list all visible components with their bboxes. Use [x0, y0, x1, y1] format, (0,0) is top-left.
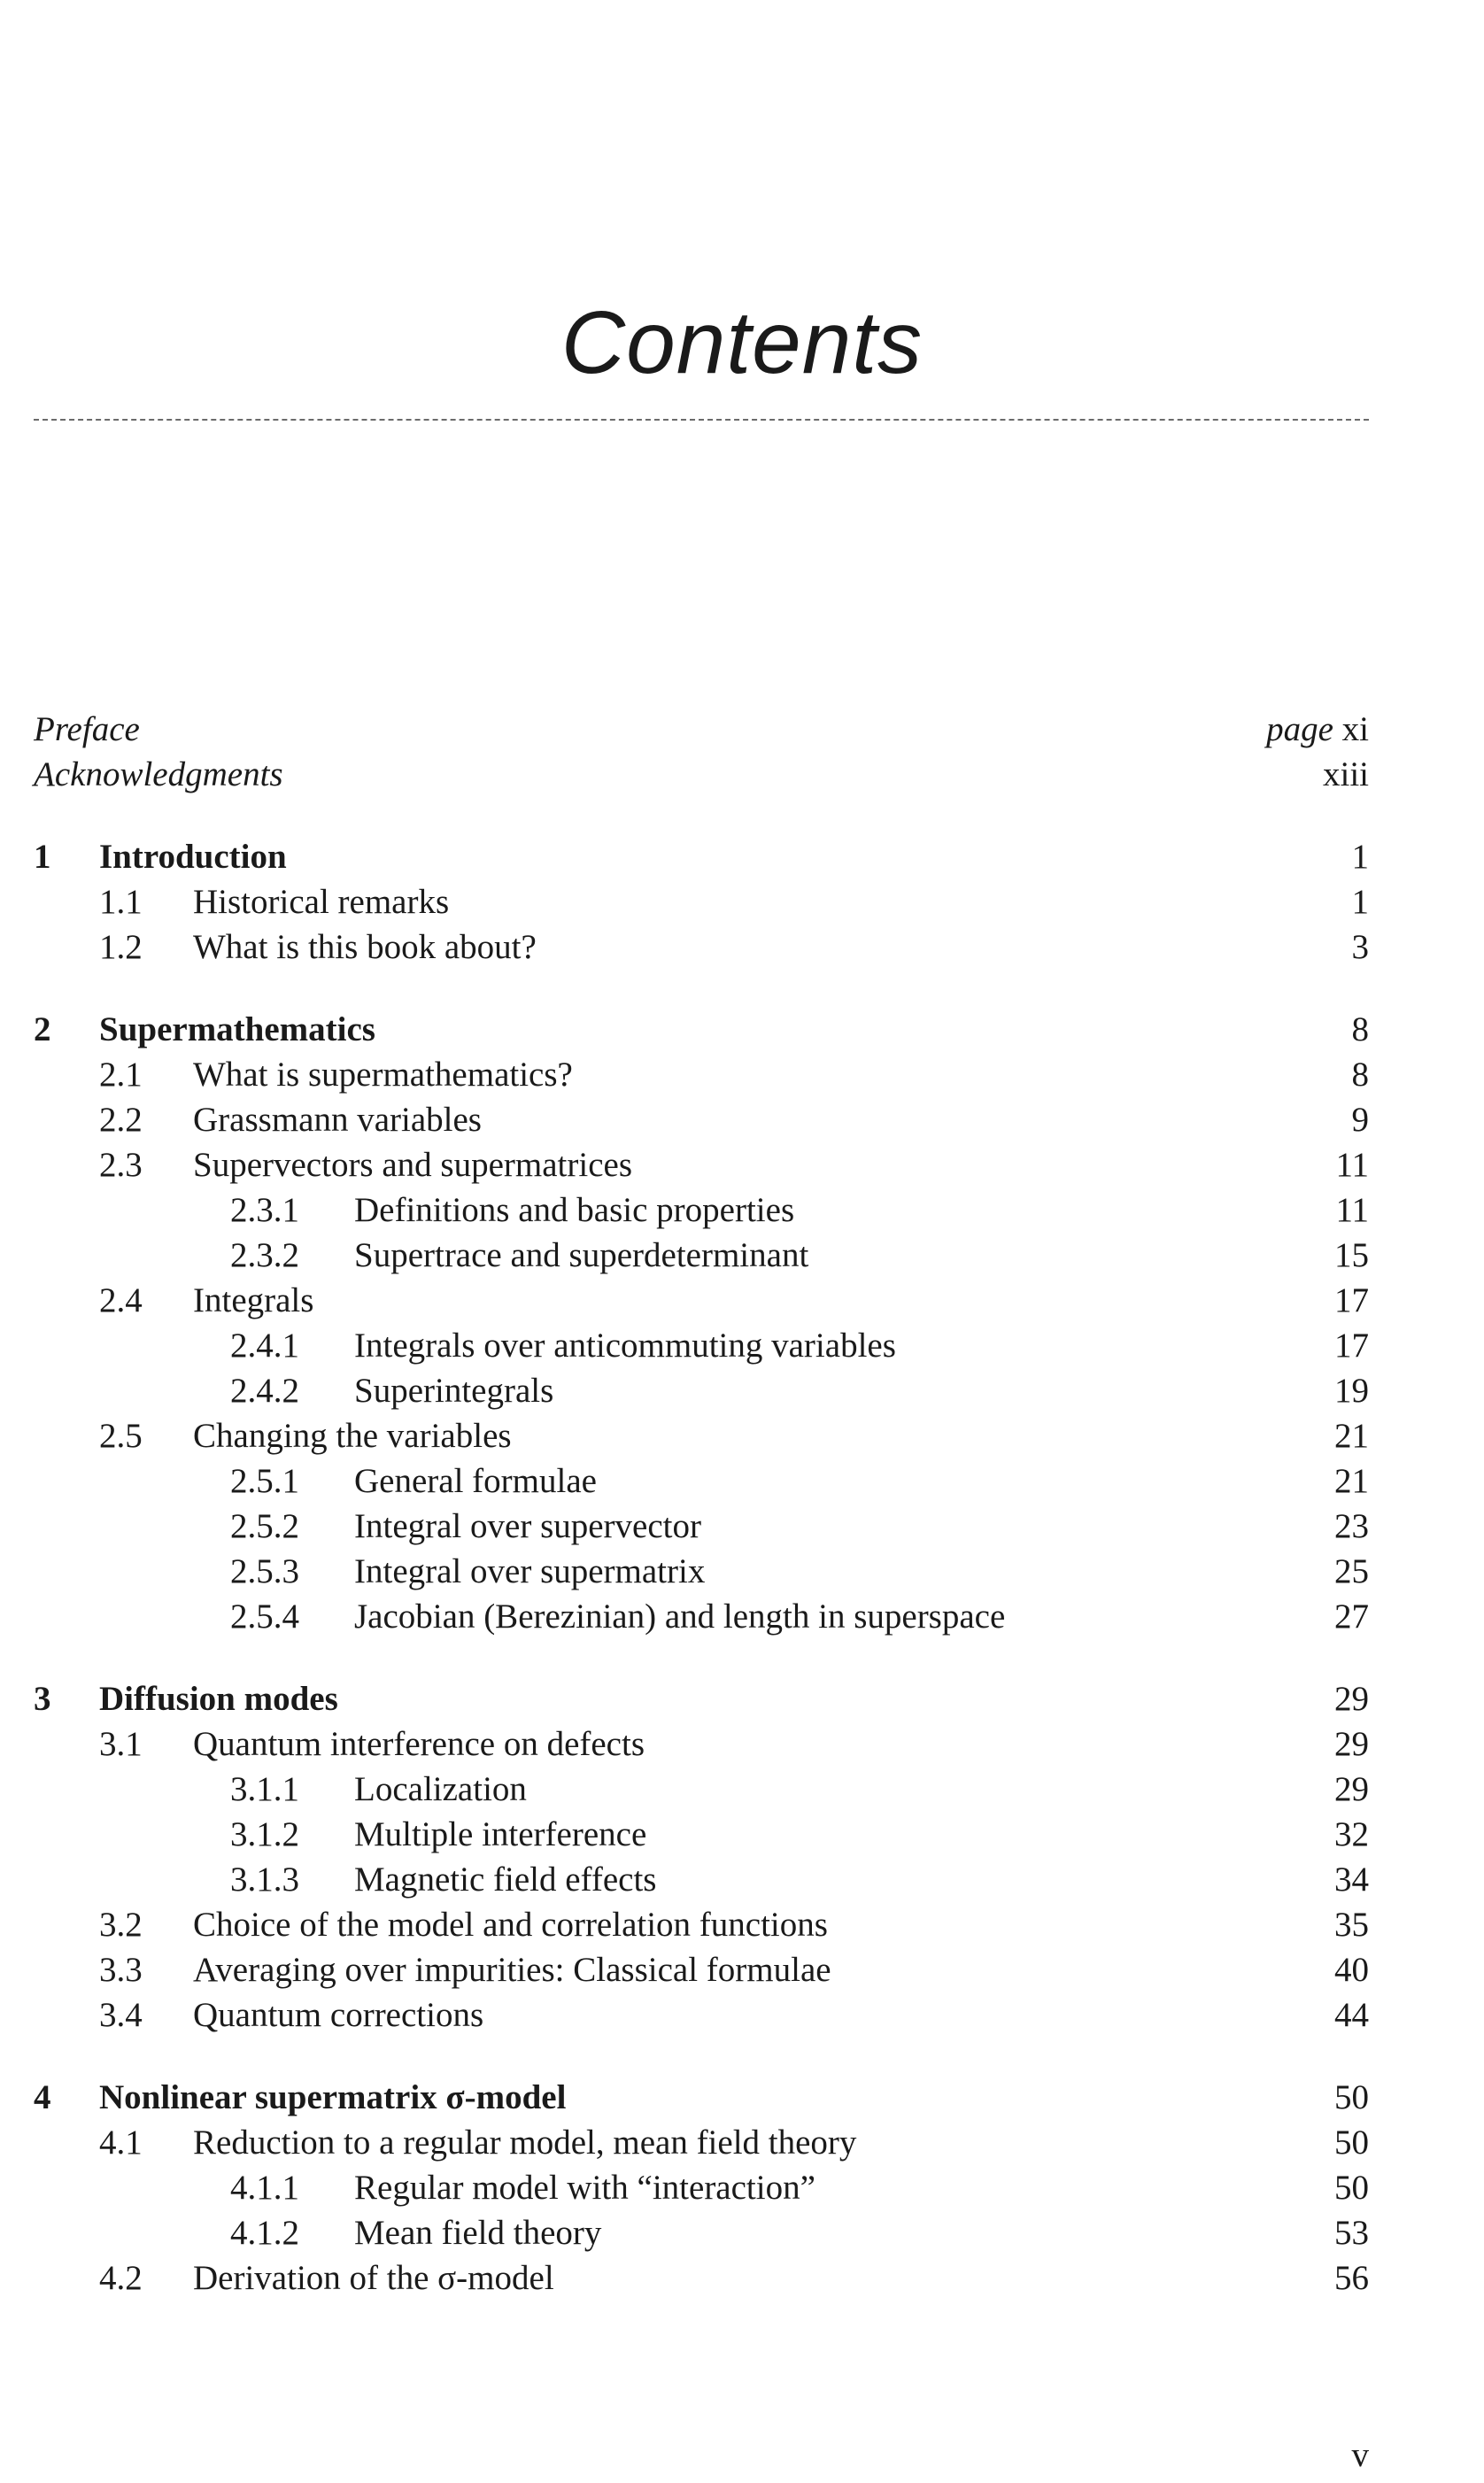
subsection-title: Integral over supervector — [354, 1507, 701, 1545]
chapter-number: 3 — [34, 1680, 51, 1718]
toc-section[interactable] — [34, 924, 1369, 970]
page-number: 21 — [1334, 1417, 1369, 1455]
section-title: Changing the variables — [193, 1417, 512, 1455]
page-number: xi — [1341, 710, 1369, 748]
section-number: 3.4 — [99, 1996, 143, 2034]
toc-section[interactable] — [34, 1097, 1369, 1142]
page-number: 11 — [1335, 1191, 1369, 1229]
subsection-number: 3.1.3 — [230, 1860, 299, 1899]
page-number: 40 — [1334, 1951, 1369, 1989]
toc-section[interactable] — [34, 2255, 1369, 2301]
toc-subsection[interactable] — [34, 1323, 1369, 1368]
section-number: 4.1 — [99, 2123, 143, 2162]
page-folio: v — [1351, 2436, 1369, 2474]
toc-subsection[interactable] — [34, 2165, 1369, 2210]
section-title: What is this book about? — [193, 928, 537, 966]
page-number: 8 — [1351, 1056, 1369, 1094]
toc-section[interactable] — [34, 1721, 1369, 1767]
page-number: 9 — [1351, 1101, 1369, 1139]
toc-section[interactable] — [34, 1947, 1369, 1992]
subsection-number: 2.5.4 — [230, 1597, 299, 1636]
section-title: Integrals — [193, 1281, 314, 1319]
page-number: 29 — [1334, 1680, 1369, 1718]
page-number: 19 — [1334, 1372, 1369, 1410]
subsection-number: 3.1.2 — [230, 1815, 299, 1853]
toc-section[interactable] — [34, 1278, 1369, 1323]
chapter-title: Supermathematics — [99, 1010, 375, 1048]
page-number: 25 — [1334, 1552, 1369, 1590]
page-number: 3 — [1351, 928, 1369, 966]
page-number: 1 — [1351, 883, 1369, 921]
section-title: Historical remarks — [193, 883, 450, 921]
section-number: 3.1 — [99, 1725, 143, 1763]
page-number: 53 — [1334, 2214, 1369, 2252]
section-number: 2.5 — [99, 1417, 143, 1455]
section-number: 2.4 — [99, 1281, 143, 1319]
page-number: 21 — [1334, 1462, 1369, 1500]
toc-subsection[interactable] — [34, 1812, 1369, 1857]
subsection-title: Jacobian (Berezinian) and length in superspace — [354, 1597, 1006, 1636]
toc-chapter[interactable] — [34, 2075, 1369, 2120]
toc-front-acknowledgments[interactable] — [34, 752, 1369, 797]
subsection-number: 4.1.1 — [230, 2169, 299, 2207]
section-number: 4.2 — [99, 2259, 143, 2297]
page-number: 50 — [1334, 2123, 1369, 2162]
section-number: 1.2 — [99, 928, 143, 966]
page-number: 23 — [1334, 1507, 1369, 1545]
page-number: 17 — [1334, 1327, 1369, 1365]
chapter-title: Introduction — [99, 838, 287, 876]
page-number: 29 — [1334, 1725, 1369, 1763]
toc-subsection[interactable] — [34, 1458, 1369, 1504]
section-title: Quantum corrections — [193, 1996, 484, 2034]
subsection-number: 2.4.1 — [230, 1327, 299, 1365]
page-number: xiii — [1322, 755, 1369, 793]
title-rule — [34, 419, 1369, 421]
toc-subsection[interactable] — [34, 1549, 1369, 1594]
toc-chapter[interactable] — [34, 1007, 1369, 1052]
toc-section[interactable] — [34, 1142, 1369, 1187]
page-number: 17 — [1334, 1281, 1369, 1319]
toc-chapter[interactable] — [34, 1676, 1369, 1721]
page-number: 11 — [1335, 1146, 1369, 1184]
section-title: Quantum interference on defects — [193, 1725, 645, 1763]
section-number: 2.2 — [99, 1101, 143, 1139]
subsection-title: Localization — [354, 1770, 527, 1808]
toc-subsection[interactable] — [34, 1233, 1369, 1278]
page-number: 34 — [1334, 1860, 1369, 1899]
subsection-title: Integral over supermatrix — [354, 1552, 706, 1590]
toc-section[interactable] — [34, 879, 1369, 924]
page-number: 50 — [1334, 2078, 1369, 2116]
subsection-number: 2.3.1 — [230, 1191, 299, 1229]
section-number: 3.2 — [99, 1906, 143, 1944]
toc-subsection[interactable] — [34, 1767, 1369, 1812]
toc-section[interactable] — [34, 1413, 1369, 1458]
page-number: 8 — [1351, 1010, 1369, 1048]
toc-front-title: Acknowledgments — [34, 755, 283, 793]
subsection-number: 4.1.2 — [230, 2214, 299, 2252]
subsection-number: 3.1.1 — [230, 1770, 299, 1808]
subsection-number: 2.5.1 — [230, 1462, 299, 1500]
page-number: 32 — [1334, 1815, 1369, 1853]
section-number: 2.3 — [99, 1146, 143, 1184]
subsection-number: 2.4.2 — [230, 1372, 299, 1410]
section-title: Reduction to a regular model, mean field theory — [193, 2123, 857, 2162]
subsection-title: Superintegrals — [354, 1372, 554, 1410]
subsection-title: Definitions and basic properties — [354, 1191, 795, 1229]
toc-front-title: Preface — [34, 710, 140, 748]
toc-front-page — [1266, 707, 1369, 752]
toc-subsection[interactable] — [34, 1368, 1369, 1413]
subsection-title: Integrals over anticommuting variables — [354, 1327, 896, 1365]
toc-subsection[interactable] — [34, 1857, 1369, 1902]
toc-subsection[interactable] — [34, 1187, 1369, 1233]
section-title: Derivation of the σ-model — [193, 2259, 554, 2297]
subsection-number: 2.3.2 — [230, 1236, 299, 1274]
subsection-title: Regular model with “interaction” — [354, 2169, 815, 2207]
section-title: Choice of the model and correlation functions — [193, 1906, 828, 1944]
section-title: Grassmann variables — [193, 1101, 482, 1139]
page-prefix: page — [1266, 710, 1333, 748]
toc-section[interactable] — [34, 1052, 1369, 1097]
page-title: Contents — [560, 293, 924, 392]
toc-subsection[interactable] — [34, 1504, 1369, 1549]
page-number: 15 — [1334, 1236, 1369, 1274]
subsection-title: Multiple interference — [354, 1815, 647, 1853]
chapter-number: 2 — [34, 1010, 51, 1048]
chapter-title: Diffusion modes — [99, 1680, 338, 1718]
section-title: What is supermathematics? — [193, 1056, 573, 1094]
page-number: 56 — [1334, 2259, 1369, 2297]
section-number: 3.3 — [99, 1951, 143, 1989]
subsection-title: Mean field theory — [354, 2214, 602, 2252]
table-of-contents — [34, 707, 1369, 2301]
chapter-number: 1 — [34, 838, 51, 876]
toc-subsection[interactable] — [34, 2210, 1369, 2255]
toc-chapter[interactable] — [34, 834, 1369, 879]
page-number: 50 — [1334, 2169, 1369, 2207]
chapter-number: 4 — [34, 2078, 51, 2116]
page-number: 27 — [1334, 1597, 1369, 1636]
page-number: 29 — [1334, 1770, 1369, 1808]
section-number: 1.1 — [99, 883, 143, 921]
page-number: 35 — [1334, 1906, 1369, 1944]
section-title: Averaging over impurities: Classical formulae — [193, 1951, 831, 1989]
chapter-title: Nonlinear supermatrix σ-model — [99, 2078, 567, 2116]
toc-subsection[interactable] — [34, 1594, 1369, 1639]
subsection-title: Supertrace and superdeterminant — [354, 1236, 809, 1274]
section-title: Supervectors and supermatrices — [193, 1146, 632, 1184]
section-number: 2.1 — [99, 1056, 143, 1094]
subsection-number: 2.5.3 — [230, 1552, 299, 1590]
subsection-title: Magnetic field effects — [354, 1860, 657, 1899]
toc-section[interactable] — [34, 2120, 1369, 2165]
subsection-number: 2.5.2 — [230, 1507, 299, 1545]
page-number: 44 — [1334, 1996, 1369, 2034]
toc-front-page — [1323, 752, 1369, 797]
subsection-title: General formulae — [354, 1462, 597, 1500]
toc-section[interactable] — [34, 1902, 1369, 1947]
page-number: 1 — [1351, 838, 1369, 876]
toc-front-preface[interactable] — [34, 707, 1369, 752]
toc-section[interactable] — [34, 1992, 1369, 2038]
